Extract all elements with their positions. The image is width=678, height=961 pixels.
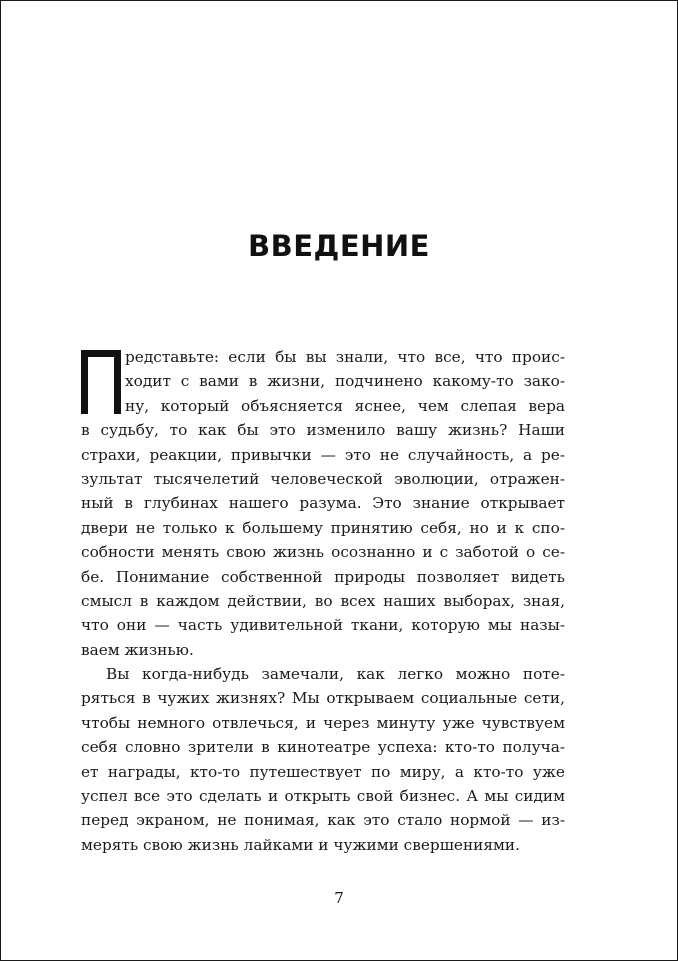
text-line: ваем жизнью.	[81, 640, 194, 659]
text-line: ный в глубинах нашего разума. Это знание открывает	[81, 494, 565, 513]
text-line: бе. Понимание собственной природы позволяет видеть	[81, 567, 565, 586]
text-line: Вы когда-нибудь замечали, как легко можно поте-	[106, 665, 565, 684]
chapter-title: ВВЕДЕНИЕ	[247, 229, 430, 263]
text-line: страхи, реакции, привычки — это не случайность, а ре-	[81, 445, 565, 464]
paragraph-2	[81, 662, 565, 857]
text-line: ну, который объясняется яснее, чем слепая вера	[125, 396, 565, 415]
text-line: смысл в каждом действии, во всех наших выборах, зная,	[81, 591, 565, 610]
text-line: ет награды, кто-то путешествует по миру, а кто-то уже	[81, 762, 565, 781]
page-number: 7	[334, 889, 344, 907]
text-line: ряться в чужих жизнях? Мы открываем социальные сети,	[81, 689, 565, 708]
text-line: в судьбу, то как бы это изменило вашу жизнь? Наши	[81, 421, 565, 440]
body-text	[81, 345, 565, 857]
text-line: редставьте: если бы вы знали, что все, что проис-	[125, 348, 565, 366]
paragraph-1	[81, 345, 565, 662]
text-line: что они — часть удивительной ткани, которую мы назы-	[81, 616, 565, 635]
text-line: собности менять свою жизнь осознанно и с заботой о се-	[81, 543, 565, 562]
text-line: мерять свою жизнь лайками и чужими свершениями.	[81, 835, 520, 854]
text-line: двери не только к большему принятию себя, но и к спо-	[81, 518, 565, 537]
text-line: перед экраном, не понимая, как это стало нормой — из-	[81, 811, 565, 830]
text-line: ходит с вами в жизни, подчинено какому-то зако-	[125, 372, 565, 391]
text-line: зультат тысячелетий человеческой эволюции, отражен-	[81, 469, 565, 488]
text-line: успел все это сделать и открыть свой бизнес. А мы сидим	[81, 787, 565, 806]
text-line: чтобы немного отвлечься, и через минуту уже чувствуем	[81, 713, 565, 732]
text-line: себя словно зрители в кинотеатре успеха: кто-то получа-	[81, 738, 565, 757]
